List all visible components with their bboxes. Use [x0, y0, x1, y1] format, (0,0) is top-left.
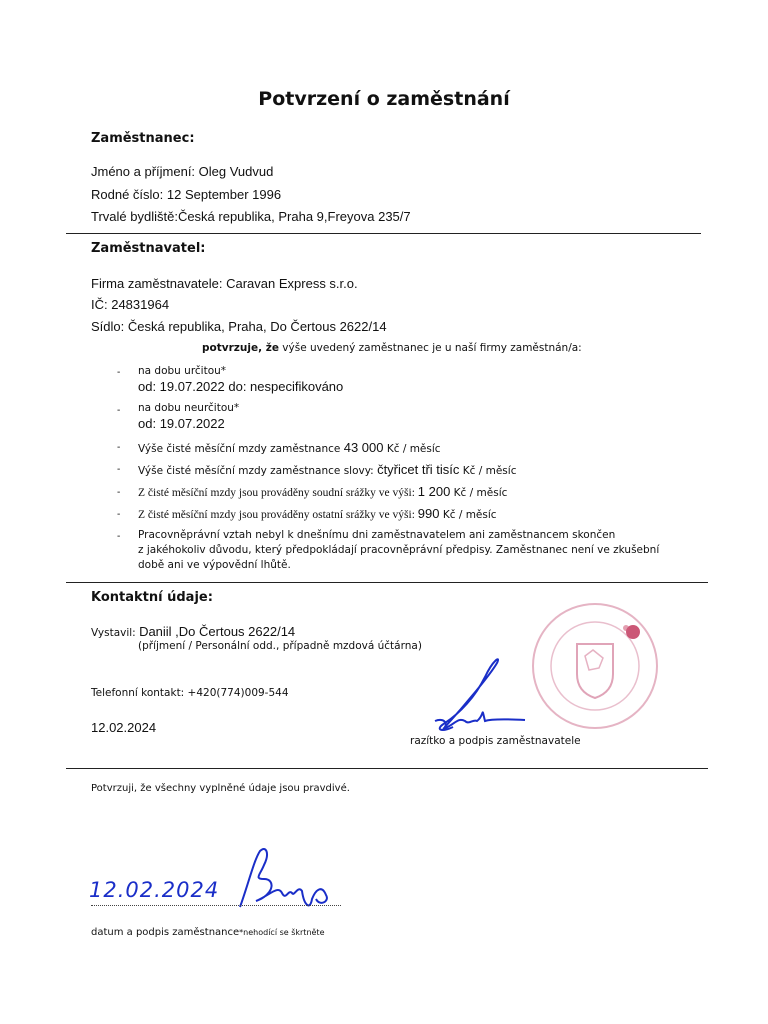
employment-note-3: době ani ve výpovědní lhůtě. — [138, 559, 291, 571]
employee-heading: Zaměstnanec: — [91, 131, 195, 146]
bullet-dash: - — [117, 405, 121, 416]
bullet-dash: - — [117, 487, 121, 498]
other-deduction-line — [138, 506, 497, 521]
indefinite-term-label: na dobu neurčitou* — [138, 402, 240, 414]
bullet-dash: - — [117, 509, 121, 520]
other-deduction-value: 990 — [417, 506, 440, 521]
handwritten-date: 12.02.2024 — [89, 878, 220, 902]
indefinite-term-value: 19.07.2022 — [159, 416, 225, 431]
wage-line — [138, 440, 441, 455]
issued-by-line — [91, 623, 295, 641]
wage-value: 43 000 — [343, 440, 384, 455]
issued-by-label: Vystavil: — [91, 627, 140, 639]
confirm-bold: potvrzuje, že — [202, 342, 279, 354]
divider — [66, 582, 708, 583]
wage-words-label: Výše čisté měsíční mzdy zaměstnance slovy: — [138, 465, 378, 477]
indefinite-term-line — [138, 416, 225, 431]
employer-heading: Zaměstnavatel: — [91, 241, 206, 256]
issue-date: 12.02.2024 — [91, 720, 157, 735]
wage-unit: Kč / měsíc — [383, 443, 441, 455]
employer-seat: Sídlo: Česká republika, Praha, Do Čertous 2622/14 — [91, 319, 387, 334]
issued-by-value: Daniil ,Do Čertous 2622/14 — [139, 624, 296, 639]
wage-words-value: čtyřicet tři tisíc — [377, 462, 460, 477]
court-deduction-unit: Kč / měsíc — [450, 487, 508, 499]
bullet-dash: - — [117, 367, 121, 378]
truth-statement: Potvrzuji, že všechny vyplněné údaje jsou pravdivé. — [91, 783, 350, 794]
employment-note-1: Pracovněprávní vztah nebyl k dnešnímu dni zaměstnavatelem ani zaměstnancem skončen — [138, 529, 616, 541]
indefinite-prefix: od: — [138, 416, 160, 431]
issued-by-note: (příjmení / Personální odd., případně mzdová účtárna) — [138, 640, 422, 652]
signature-line — [91, 905, 341, 906]
wage-words-line — [138, 462, 516, 477]
bullet-dash: - — [117, 531, 121, 542]
bullet-dash: - — [117, 442, 121, 453]
bullet-dash: - — [117, 464, 121, 475]
confirm-line — [202, 342, 582, 354]
phone-text: Telefonní kontakt: +420(774)009-544 — [91, 687, 289, 699]
phone-line — [91, 683, 289, 701]
wage-words-unit: Kč / měsíc — [459, 465, 517, 477]
employee-address: Trvalé bydliště:Česká republika, Praha 9,Freyova 235/7 — [91, 209, 411, 224]
employment-note-2: z jakéhokoliv důvodu, který předpokládají pracovněprávní předpisy. Zaměstnanec není ve zkušební — [138, 544, 660, 556]
employee-birth: Rodné číslo: 12 September 1996 — [91, 187, 282, 202]
employer-ico: IČ: 24831964 — [91, 297, 170, 312]
divider — [66, 768, 708, 769]
employee-name: Jméno a příjmení: Oleg Vudvud — [91, 164, 274, 179]
other-deduction-unit: Kč / měsíc — [439, 509, 497, 521]
court-deduction-value: 1 200 — [417, 484, 451, 499]
fixed-term-label: na dobu určitou* — [138, 365, 227, 377]
court-deduction-label: Z čisté měsíční mzdy jsou prováděny soudní srážky ve výši: — [138, 487, 418, 499]
employee-caption-note: *nehodící se škrtněte — [239, 928, 325, 937]
fixed-term-value: od: 19.07.2022 do: nespecifikováno — [138, 379, 344, 394]
employer-company: Firma zaměstnavatele: Caravan Express s.r.o. — [91, 276, 358, 291]
document-title: Potvrzení o zaměstnání — [258, 88, 510, 110]
employee-caption: datum a podpis zaměstnance — [91, 927, 240, 938]
confirm-rest: výše uvedený zaměstnanec je u naší firmy zaměstnán/a: — [278, 342, 582, 354]
employer-signature-icon — [405, 655, 565, 745]
divider — [66, 233, 701, 234]
contact-heading: Kontaktní údaje: — [91, 590, 213, 605]
wage-label: Výše čisté měsíční mzdy zaměstnance — [138, 443, 344, 455]
stamp-caption: razítko a podpis zaměstnavatele — [410, 735, 581, 747]
employee-caption-line — [91, 922, 325, 940]
other-deduction-label: Z čisté měsíční mzdy jsou prováděny ostatní srážky ve výši: — [138, 509, 418, 521]
court-deduction-line — [138, 484, 507, 499]
